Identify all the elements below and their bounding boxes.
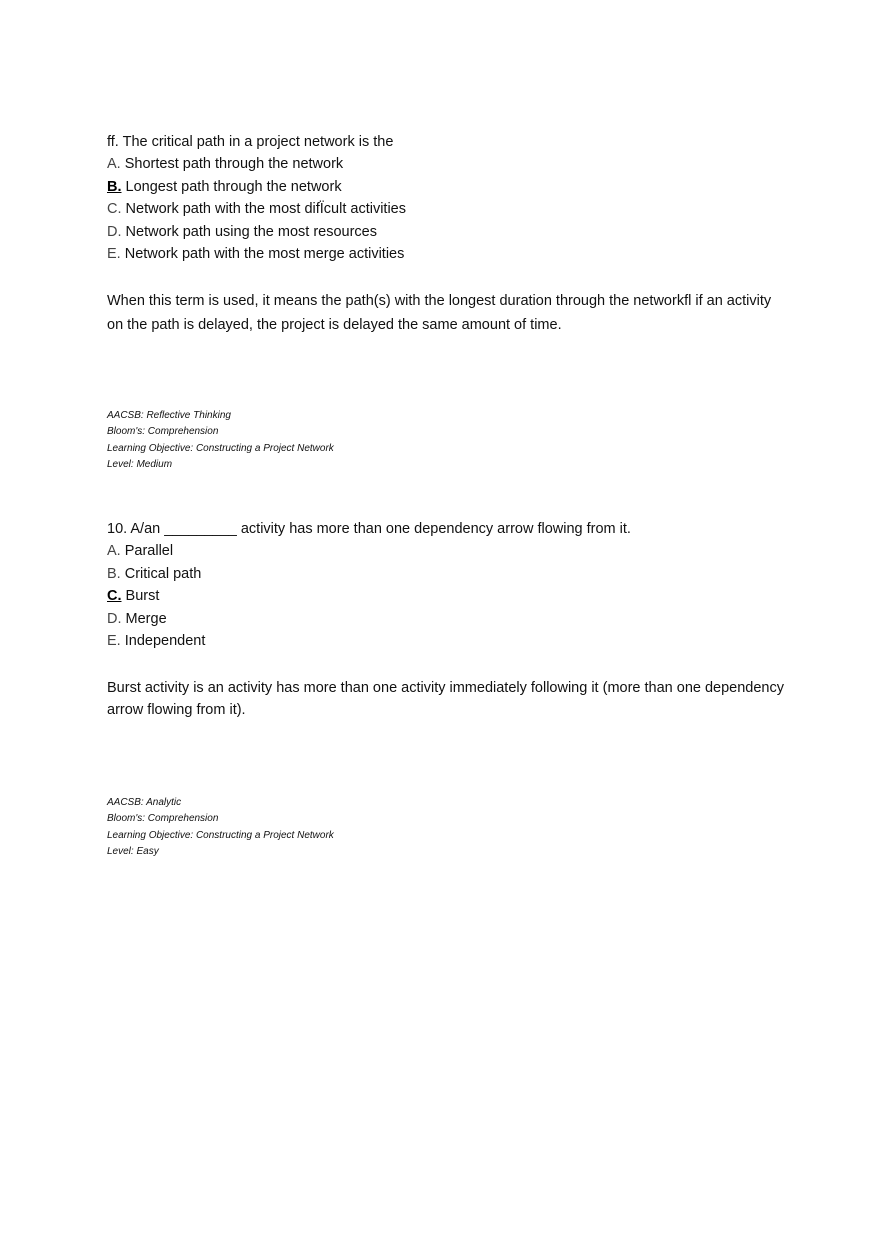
level-tag: Level: Medium	[107, 459, 173, 471]
answer-option-d	[107, 608, 787, 631]
question-block	[107, 518, 787, 861]
answer-option-c	[107, 198, 787, 221]
option-letter: A.	[107, 156, 121, 172]
question-stem: 10. A/an _________ activity has more than one dependency arrow flowing from it.	[107, 521, 631, 537]
option-text: Merge	[125, 610, 167, 627]
answer-option-b	[107, 563, 787, 586]
option-letter: E.	[107, 246, 121, 263]
blooms-tag: Bloom's: Comprehension	[107, 813, 219, 825]
question-metadata	[107, 795, 787, 861]
answer-option-c-correct	[107, 585, 787, 608]
option-letter: B.	[107, 178, 122, 195]
option-letter: D.	[107, 223, 122, 240]
question-stem: ff. The critical path in a project network is the	[107, 134, 394, 150]
answer-explanation: When this term is used, it means the path(s) with the longest duration through the networkﬂ if an activity on the path is delayed, the project is delayed the same amount of time.	[107, 292, 772, 333]
learning-objective-tag: Learning Objective: Constructing a Project Network	[107, 829, 334, 841]
level-tag: Level: Easy	[107, 846, 159, 858]
answer-option-b-correct	[107, 176, 787, 199]
answer-option-d	[107, 221, 787, 244]
learning-objective-tag: Learning Objective: Constructing a Project Network	[107, 442, 334, 454]
question-block	[107, 131, 787, 474]
option-text: Network path with the most difÏcult activities	[125, 201, 406, 218]
answer-option-a	[107, 153, 787, 176]
option-letter: E.	[107, 633, 121, 650]
question-metadata	[107, 408, 787, 474]
answer-option-a	[107, 540, 787, 563]
answer-option-e	[107, 243, 787, 266]
answer-explanation: Burst activity is an activity has more than one activity immediately following it (more than one dependency arrow flowing from it).	[107, 679, 784, 718]
option-letter: A.	[107, 543, 121, 559]
option-text: Burst	[125, 588, 160, 605]
option-text: Parallel	[124, 543, 174, 559]
option-text: Independent	[124, 633, 206, 650]
option-text: Critical path	[124, 565, 202, 582]
option-text: Longest path through the network	[125, 178, 342, 195]
option-letter: C.	[107, 588, 122, 605]
option-text: Network path using the most resources	[125, 223, 377, 240]
blooms-tag: Bloom's: Comprehension	[107, 426, 219, 438]
aacsb-tag: AACSB: Analytic	[107, 796, 182, 808]
option-letter: C.	[107, 201, 122, 218]
option-text: Shortest path through the network	[124, 156, 344, 172]
option-letter: B.	[107, 565, 121, 582]
aacsb-tag: AACSB: Reflective Thinking	[107, 409, 231, 421]
option-letter: D.	[107, 610, 122, 627]
answer-option-e	[107, 630, 787, 653]
option-text: Network path with the most merge activities	[124, 246, 405, 263]
